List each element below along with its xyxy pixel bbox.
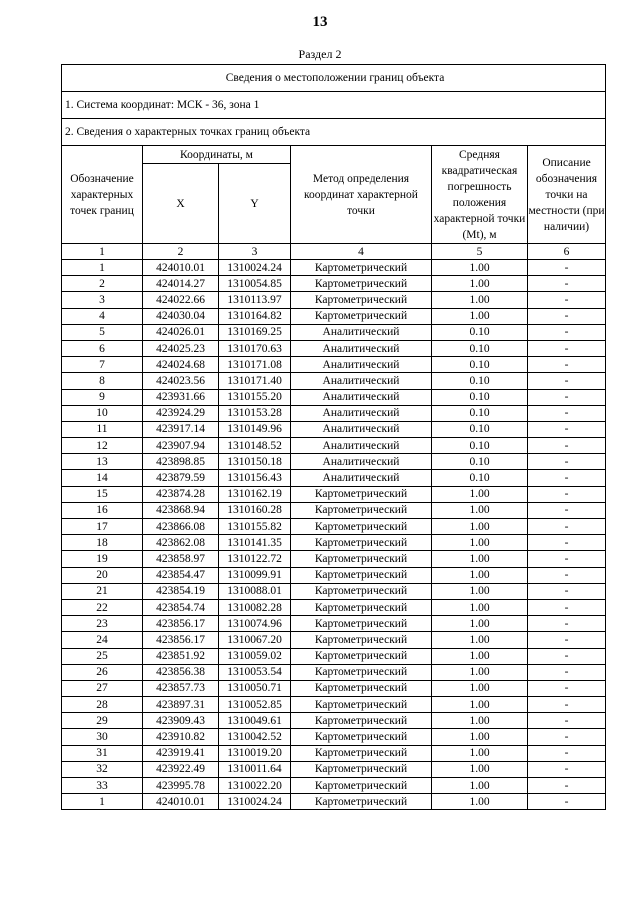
cell-point: 3	[62, 292, 143, 308]
cell-method: Аналитический	[291, 324, 432, 340]
table-row	[62, 648, 606, 664]
cell-error: 1.00	[432, 632, 528, 648]
cell-x: 423862.08	[143, 535, 219, 551]
cell-method: Аналитический	[291, 389, 432, 405]
cell-x: 424010.01	[143, 794, 219, 810]
cell-description: -	[528, 551, 606, 567]
cell-description: -	[528, 340, 606, 356]
cell-method: Аналитический	[291, 454, 432, 470]
cell-x: 423907.94	[143, 438, 219, 454]
cell-point: 1	[62, 794, 143, 810]
cell-y: 1310148.52	[219, 438, 291, 454]
cell-description: -	[528, 778, 606, 794]
cell-description: -	[528, 794, 606, 810]
table-row	[62, 794, 606, 810]
cell-y: 1310050.71	[219, 680, 291, 696]
cell-description: -	[528, 583, 606, 599]
column-number: 3	[219, 244, 291, 260]
cell-method: Аналитический	[291, 340, 432, 356]
cell-description: -	[528, 761, 606, 777]
cell-y: 1310022.20	[219, 778, 291, 794]
cell-description: -	[528, 276, 606, 292]
cell-x: 424026.01	[143, 324, 219, 340]
cell-point: 13	[62, 454, 143, 470]
table-row	[62, 713, 606, 729]
cell-point: 28	[62, 697, 143, 713]
cell-point: 7	[62, 357, 143, 373]
cell-x: 423868.94	[143, 502, 219, 518]
cell-point: 30	[62, 729, 143, 745]
cell-x: 424010.01	[143, 260, 219, 276]
cell-y: 1310170.63	[219, 340, 291, 356]
column-numbers-row	[62, 244, 606, 260]
table-row	[62, 438, 606, 454]
cell-point: 25	[62, 648, 143, 664]
cell-x: 424022.66	[143, 292, 219, 308]
cell-error: 1.00	[432, 567, 528, 583]
cell-y: 1310141.35	[219, 535, 291, 551]
cell-error: 1.00	[432, 599, 528, 615]
cell-description: -	[528, 632, 606, 648]
cell-point: 9	[62, 389, 143, 405]
cell-point: 12	[62, 438, 143, 454]
cell-method: Картометрический	[291, 567, 432, 583]
cell-error: 1.00	[432, 778, 528, 794]
cell-description: -	[528, 502, 606, 518]
cell-method: Аналитический	[291, 357, 432, 373]
column-number: 6	[528, 244, 606, 260]
table-row	[62, 486, 606, 502]
table-row	[62, 373, 606, 389]
cell-error: 1.00	[432, 713, 528, 729]
cell-method: Картометрический	[291, 308, 432, 324]
cell-x: 423917.14	[143, 421, 219, 437]
cell-point: 33	[62, 778, 143, 794]
table-row	[62, 778, 606, 794]
cell-error: 1.00	[432, 648, 528, 664]
cell-y: 1310019.20	[219, 745, 291, 761]
cell-error: 1.00	[432, 680, 528, 696]
column-number: 1	[62, 244, 143, 260]
cell-method: Аналитический	[291, 421, 432, 437]
cell-point: 27	[62, 680, 143, 696]
cell-description: -	[528, 745, 606, 761]
cell-error: 1.00	[432, 551, 528, 567]
column-number: 4	[291, 244, 432, 260]
cell-error: 1.00	[432, 761, 528, 777]
cell-y: 1310024.24	[219, 260, 291, 276]
table-row	[62, 276, 606, 292]
cell-method: Картометрический	[291, 745, 432, 761]
cell-description: -	[528, 470, 606, 486]
table-row	[62, 454, 606, 470]
cell-point: 4	[62, 308, 143, 324]
cell-error: 0.10	[432, 357, 528, 373]
cell-error: 0.10	[432, 405, 528, 421]
cell-point: 5	[62, 324, 143, 340]
cell-x: 423854.19	[143, 583, 219, 599]
cell-x: 423857.73	[143, 680, 219, 696]
cell-description: -	[528, 324, 606, 340]
cell-method: Картометрический	[291, 794, 432, 810]
cell-method: Аналитический	[291, 470, 432, 486]
cell-y: 1310049.61	[219, 713, 291, 729]
cell-point: 31	[62, 745, 143, 761]
cell-x: 424014.27	[143, 276, 219, 292]
cell-y: 1310011.64	[219, 761, 291, 777]
cell-error: 0.10	[432, 324, 528, 340]
cell-point: 8	[62, 373, 143, 389]
table-row	[62, 616, 606, 632]
cell-description: -	[528, 713, 606, 729]
table-row	[62, 324, 606, 340]
cell-point: 10	[62, 405, 143, 421]
cell-method: Картометрический	[291, 680, 432, 696]
cell-description: -	[528, 567, 606, 583]
cell-error: 1.00	[432, 583, 528, 599]
cell-y: 1310099.91	[219, 567, 291, 583]
cell-error: 1.00	[432, 260, 528, 276]
cell-y: 1310122.72	[219, 551, 291, 567]
cell-point: 11	[62, 421, 143, 437]
cell-error: 1.00	[432, 292, 528, 308]
cell-point: 18	[62, 535, 143, 551]
points-section-title: 2. Сведения о характерных точках границ объекта	[62, 119, 606, 146]
cell-point: 16	[62, 502, 143, 518]
table-row	[62, 551, 606, 567]
cell-point: 15	[62, 486, 143, 502]
cell-x: 424025.23	[143, 340, 219, 356]
cell-x: 423995.78	[143, 778, 219, 794]
cell-point: 17	[62, 519, 143, 535]
cell-description: -	[528, 438, 606, 454]
cell-y: 1310153.28	[219, 405, 291, 421]
cell-y: 1310156.43	[219, 470, 291, 486]
table-row	[62, 729, 606, 745]
table-row	[62, 405, 606, 421]
cell-error: 1.00	[432, 502, 528, 518]
cell-x: 423924.29	[143, 405, 219, 421]
cell-error: 0.10	[432, 340, 528, 356]
cell-y: 1310042.52	[219, 729, 291, 745]
cell-error: 1.00	[432, 308, 528, 324]
cell-point: 14	[62, 470, 143, 486]
cell-x: 423910.82	[143, 729, 219, 745]
cell-method: Картометрический	[291, 292, 432, 308]
table-row	[62, 340, 606, 356]
cell-y: 1310054.85	[219, 276, 291, 292]
cell-method: Картометрический	[291, 502, 432, 518]
cell-method: Картометрический	[291, 778, 432, 794]
cell-error: 1.00	[432, 745, 528, 761]
cell-point: 22	[62, 599, 143, 615]
cell-description: -	[528, 664, 606, 680]
cell-y: 1310171.40	[219, 373, 291, 389]
cell-error: 1.00	[432, 697, 528, 713]
cell-x: 423919.41	[143, 745, 219, 761]
table-row	[62, 308, 606, 324]
cell-method: Картометрический	[291, 664, 432, 680]
cell-method: Картометрический	[291, 276, 432, 292]
table-row	[62, 260, 606, 276]
cell-description: -	[528, 599, 606, 615]
cell-x: 423879.59	[143, 470, 219, 486]
column-number: 2	[143, 244, 219, 260]
cell-description: -	[528, 729, 606, 745]
cell-point: 26	[62, 664, 143, 680]
cell-method: Картометрический	[291, 519, 432, 535]
cell-x: 423922.49	[143, 761, 219, 777]
cell-x: 423874.28	[143, 486, 219, 502]
cell-y: 1310067.20	[219, 632, 291, 648]
cell-point: 6	[62, 340, 143, 356]
coordinate-system: 1. Система координат: МСК - 36, зона 1	[62, 92, 606, 119]
cell-method: Картометрический	[291, 648, 432, 664]
cell-method: Аналитический	[291, 405, 432, 421]
cell-method: Картометрический	[291, 713, 432, 729]
header-x: X	[143, 164, 219, 244]
cell-x: 424030.04	[143, 308, 219, 324]
table-row	[62, 502, 606, 518]
section-title: Раздел 2	[298, 47, 342, 61]
cell-method: Картометрический	[291, 486, 432, 502]
cell-error: 1.00	[432, 664, 528, 680]
cell-y: 1310162.19	[219, 486, 291, 502]
cell-point: 1	[62, 260, 143, 276]
cell-description: -	[528, 535, 606, 551]
table-row	[62, 421, 606, 437]
table-row	[62, 745, 606, 761]
column-number: 5	[432, 244, 528, 260]
cell-method: Картометрический	[291, 599, 432, 615]
cell-point: 23	[62, 616, 143, 632]
cell-error: 0.10	[432, 470, 528, 486]
cell-x: 423858.97	[143, 551, 219, 567]
cell-x: 423856.17	[143, 616, 219, 632]
cell-point: 2	[62, 276, 143, 292]
cell-method: Картометрический	[291, 583, 432, 599]
cell-description: -	[528, 454, 606, 470]
boundary-points-table	[61, 64, 606, 810]
cell-y: 1310160.28	[219, 502, 291, 518]
cell-x: 423897.31	[143, 697, 219, 713]
cell-x: 423909.43	[143, 713, 219, 729]
cell-description: -	[528, 486, 606, 502]
cell-description: -	[528, 405, 606, 421]
cell-point: 24	[62, 632, 143, 648]
cell-y: 1310169.25	[219, 324, 291, 340]
cell-y: 1310155.82	[219, 519, 291, 535]
cell-error: 1.00	[432, 486, 528, 502]
cell-y: 1310024.24	[219, 794, 291, 810]
table-row	[62, 292, 606, 308]
cell-description: -	[528, 519, 606, 535]
cell-description: -	[528, 680, 606, 696]
cell-error: 1.00	[432, 276, 528, 292]
cell-description: -	[528, 292, 606, 308]
cell-description: -	[528, 421, 606, 437]
cell-x: 423854.74	[143, 599, 219, 615]
cell-description: -	[528, 697, 606, 713]
table-row	[62, 599, 606, 615]
cell-description: -	[528, 648, 606, 664]
cell-error: 0.10	[432, 373, 528, 389]
cell-y: 1310149.96	[219, 421, 291, 437]
table-row	[62, 583, 606, 599]
cell-point: 19	[62, 551, 143, 567]
header-description: Описание обозначения точки на местности (при наличии)	[528, 146, 606, 244]
cell-error: 0.10	[432, 421, 528, 437]
cell-x: 423898.85	[143, 454, 219, 470]
cell-error: 0.10	[432, 454, 528, 470]
cell-error: 1.00	[432, 535, 528, 551]
cell-x: 423856.17	[143, 632, 219, 648]
cell-method: Картометрический	[291, 260, 432, 276]
cell-method: Картометрический	[291, 551, 432, 567]
cell-error: 1.00	[432, 616, 528, 632]
cell-description: -	[528, 308, 606, 324]
table-body	[62, 260, 606, 810]
cell-description: -	[528, 389, 606, 405]
table-row	[62, 389, 606, 405]
cell-method: Картометрический	[291, 761, 432, 777]
cell-description: -	[528, 260, 606, 276]
table-row	[62, 664, 606, 680]
cell-x: 423931.66	[143, 389, 219, 405]
cell-y: 1310150.18	[219, 454, 291, 470]
header-method: Метод определения координат характерной точки	[291, 146, 432, 244]
cell-x: 423851.92	[143, 648, 219, 664]
cell-method: Картометрический	[291, 535, 432, 551]
cell-error: 1.00	[432, 519, 528, 535]
cell-description: -	[528, 357, 606, 373]
cell-x: 424024.68	[143, 357, 219, 373]
cell-y: 1310074.96	[219, 616, 291, 632]
page-number: 13	[312, 14, 328, 30]
header-error: Средняя квадратическая погрешность положения характерной точки (Mt), м	[432, 146, 528, 244]
table-row	[62, 761, 606, 777]
cell-x: 424023.56	[143, 373, 219, 389]
header-point: Обозначение характерных точек границ	[62, 146, 143, 244]
cell-method: Картометрический	[291, 697, 432, 713]
cell-y: 1310082.28	[219, 599, 291, 615]
table-row	[62, 697, 606, 713]
cell-method: Картометрический	[291, 616, 432, 632]
cell-error: 0.10	[432, 389, 528, 405]
cell-y: 1310155.20	[219, 389, 291, 405]
cell-x: 423866.08	[143, 519, 219, 535]
cell-method: Аналитический	[291, 373, 432, 389]
cell-y: 1310088.01	[219, 583, 291, 599]
cell-error: 1.00	[432, 729, 528, 745]
header-coords: Координаты, м	[143, 146, 291, 164]
table-row	[62, 535, 606, 551]
cell-point: 21	[62, 583, 143, 599]
cell-description: -	[528, 616, 606, 632]
table-row	[62, 357, 606, 373]
cell-y: 1310052.85	[219, 697, 291, 713]
cell-y: 1310164.82	[219, 308, 291, 324]
cell-description: -	[528, 373, 606, 389]
table-row	[62, 470, 606, 486]
cell-point: 20	[62, 567, 143, 583]
cell-method: Аналитический	[291, 438, 432, 454]
cell-method: Картометрический	[291, 632, 432, 648]
cell-method: Картометрический	[291, 729, 432, 745]
cell-point: 29	[62, 713, 143, 729]
cell-y: 1310171.08	[219, 357, 291, 373]
table-row	[62, 567, 606, 583]
cell-point: 32	[62, 761, 143, 777]
table-row	[62, 680, 606, 696]
table-row	[62, 632, 606, 648]
cell-error: 0.10	[432, 438, 528, 454]
cell-y: 1310113.97	[219, 292, 291, 308]
cell-x: 423854.47	[143, 567, 219, 583]
cell-y: 1310053.54	[219, 664, 291, 680]
table-title: Сведения о местоположении границ объекта	[62, 65, 606, 92]
cell-y: 1310059.02	[219, 648, 291, 664]
header-y: Y	[219, 164, 291, 244]
cell-x: 423856.38	[143, 664, 219, 680]
table-row	[62, 519, 606, 535]
cell-error: 1.00	[432, 794, 528, 810]
